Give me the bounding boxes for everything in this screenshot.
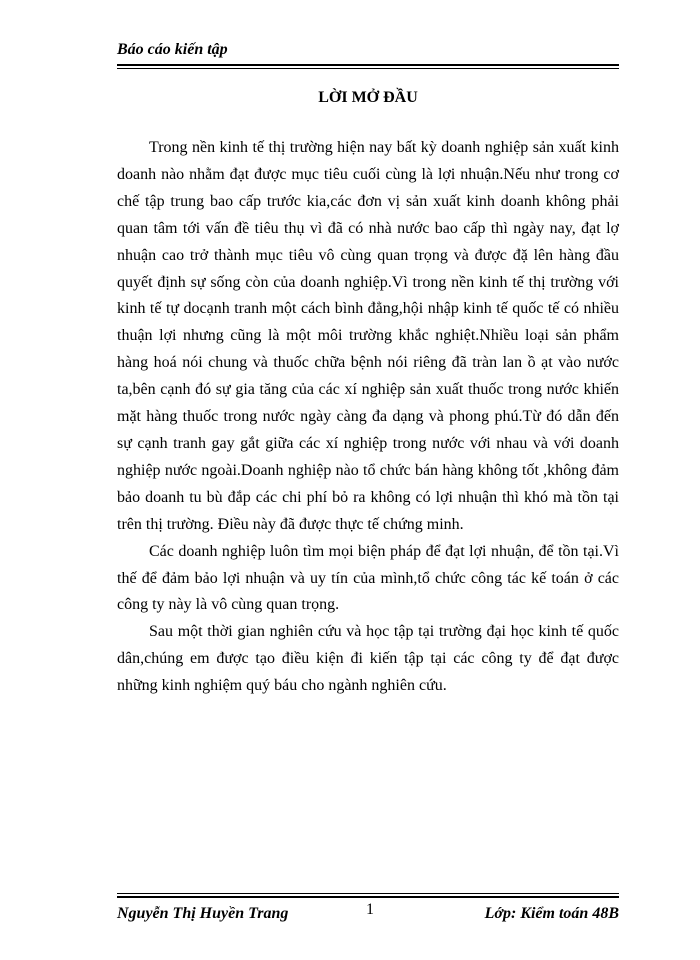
footer-author: Nguyễn Thị Huyền Trang: [117, 905, 289, 922]
document-body: [117, 135, 619, 700]
paragraph-3: Sau một thời gian nghiên cứu và học tập tại trường đại học kinh tế quốc dân,chúng em được tạo điều kiện đi kiến tập tại các công ty để đạt được những kinh nghiệm quý báu cho ngành nghiên cứu.: [117, 623, 619, 695]
header-rule-thick: [117, 64, 619, 66]
header-title: Báo cáo kiến tập: [117, 41, 228, 58]
document-title: LỜI MỞ ĐẦU: [318, 89, 418, 106]
paragraph-2: Các doanh nghiệp luôn tìm mọi biện pháp để đạt lợi nhuận, để tồn tại.Vì thế để đảm bảo lợi nhuận và uy tín của mình,tổ chức công tác kế toán ở các công ty này là vô cùng quan trọng.: [117, 542, 619, 614]
paragraph-1: Trong nền kinh tế thị trường hiện nay bất kỳ doanh nghiệp sản xuất kinh doanh nào nhằm đạt được mục tiêu cuối cùng là lợi nhuận.Nếu như trong cơ chế tập trung bao cấp trước kia,các đơn vị sản xuất kinh doanh không phải quan tâm tới vấn đề tiêu thụ vì đã có nhà nước bao cấp thì ngày nay, đạt lợ nhuận cao trở thành mục tiêu vô cùng quan trọng và được đặ lên hàng đầu quyết định sự sống còn của doanh nghiệp.Vì trong nền kinh tế thị trường với kinh tế tự docạnh tranh một cách bình đẳng,hội nhập kinh tế quốc tế có nhiều thuận lợi nhưng cũng là một môi trường khắc nghiệt.Nhiều loại sản phẩm hàng hoá nói chung và thuốc chữa bệnh nói riêng đã tràn lan ồ ạt vào nước ta,bên cạnh đó sự gia tăng của các xí nghiệp sản xuất thuốc trong nước khiến mặt hàng thuốc trong nước ngày càng đa dạng và phong phú.Từ đó dẫn đến sự cạnh tranh gay gắt giữa các xí nghiệp trong nước với nhau và với doanh nghiệp nước ngoài.Doanh nghiệp nào tổ chức bán hàng không tốt ,không đảm bảo doanh tu bù đắp các chi phí bỏ ra không có lợi nhuận thì khó mà tồn tại trên thị trường. Điều này đã được thực tế chứng minh.: [117, 139, 619, 533]
footer-class: Lớp: Kiểm toán 48B: [484, 905, 619, 922]
header-rule-thin: [117, 68, 619, 69]
page-number: 1: [366, 901, 374, 918]
footer-rule-thin: [117, 893, 619, 894]
footer-rule-thick: [117, 896, 619, 898]
